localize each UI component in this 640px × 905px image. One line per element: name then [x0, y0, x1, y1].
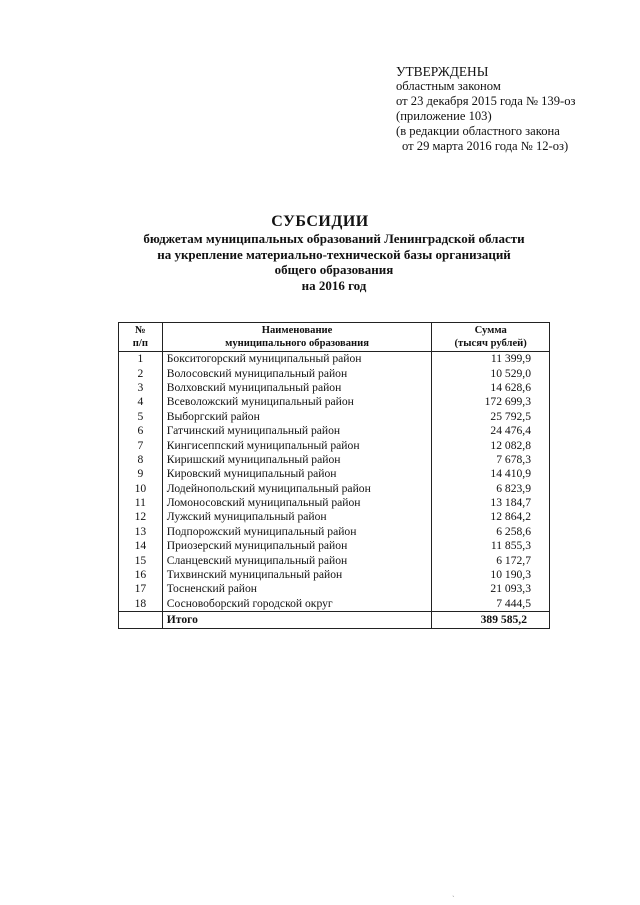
column-header-number	[119, 323, 163, 352]
municipality-name: Волосовский муниципальный район	[162, 366, 432, 380]
table-row	[119, 424, 550, 438]
table-row	[119, 467, 550, 481]
row-number: 9	[119, 467, 163, 481]
subsidy-amount: 11 855,3	[432, 539, 550, 553]
table-row	[119, 381, 550, 395]
table-row	[119, 410, 550, 424]
municipality-name: Гатчинский муниципальный район	[162, 424, 432, 438]
row-number: 5	[119, 410, 163, 424]
table-header-row	[119, 323, 550, 352]
subsidy-amount: 24 476,4	[432, 424, 550, 438]
header-text: муниципального образования	[225, 338, 369, 349]
municipality-name: Выборгский район	[162, 410, 432, 424]
municipality-name: Подпорожский муниципальный район	[162, 525, 432, 539]
table-row	[119, 438, 550, 452]
approval-line: от 29 марта 2016 года № 12-оз)	[402, 139, 569, 153]
header-text: №	[135, 325, 146, 336]
document-title	[0, 212, 640, 293]
approval-line: (приложение 103)	[396, 109, 492, 123]
subsidy-amount: 14 628,6	[432, 381, 550, 395]
row-number: 13	[119, 525, 163, 539]
header-text: Наименование	[261, 325, 333, 336]
approval-heading: УТВЕРЖДЕНЫ	[396, 64, 489, 79]
municipality-name: Ломоносовский муниципальный район	[162, 496, 432, 510]
municipality-name: Волховский муниципальный район	[162, 381, 432, 395]
row-number: 14	[119, 539, 163, 553]
municipality-name: Всеволожский муниципальный район	[162, 395, 432, 409]
row-number: 10	[119, 482, 163, 496]
row-number: 18	[119, 597, 163, 612]
approval-line: (в редакции областного закона	[396, 124, 560, 138]
column-header-name	[162, 323, 432, 352]
municipality-name: Бокситогорский муниципальный район	[162, 352, 432, 367]
subsidy-amount: 12 082,8	[432, 438, 550, 452]
municipality-name: Кировский муниципальный район	[162, 467, 432, 481]
subsidies-table	[118, 322, 550, 629]
municipality-name: Лужский муниципальный район	[162, 510, 432, 524]
total-amount: 389 585,2	[432, 612, 550, 629]
table-row	[119, 539, 550, 553]
row-number: 12	[119, 510, 163, 524]
row-number: 3	[119, 381, 163, 395]
approval-stamp	[396, 64, 575, 154]
total-label: Итого	[162, 612, 432, 629]
row-number: 6	[119, 424, 163, 438]
municipality-name: Лодейнопольский муниципальный район	[162, 482, 432, 496]
table-row	[119, 352, 550, 367]
row-number: 8	[119, 453, 163, 467]
header-text: Сумма	[474, 325, 507, 336]
title-year: на 2016 год	[301, 277, 367, 293]
row-number: 11	[119, 496, 163, 510]
title-subtitle: общего образования	[274, 262, 394, 277]
subsidy-amount: 11 399,9	[432, 352, 550, 367]
municipality-name: Тосненский район	[162, 582, 432, 596]
municipality-name: Киришский муниципальный район	[162, 453, 432, 467]
table-row	[119, 395, 550, 409]
title-subtitle: на укрепление материально-технической базы организаций	[157, 246, 511, 262]
row-number: 4	[119, 395, 163, 409]
row-number: 16	[119, 568, 163, 582]
scan-speck: ˎ	[452, 888, 455, 897]
subsidy-amount: 7 444,5	[432, 597, 550, 612]
subsidy-amount: 12 864,2	[432, 510, 550, 524]
table-row	[119, 510, 550, 524]
table-row	[119, 453, 550, 467]
table-row	[119, 582, 550, 596]
subsidy-amount: 6 172,7	[432, 553, 550, 567]
title-main: СУБСИДИИ	[271, 213, 369, 230]
approval-line: областным законом	[396, 79, 501, 93]
header-text: (тысяч рублей)	[454, 338, 527, 349]
total-row	[119, 612, 550, 629]
municipality-name: Сосновоборский городской округ	[162, 597, 432, 612]
row-number: 17	[119, 582, 163, 596]
row-number: 7	[119, 438, 163, 452]
table-row	[119, 366, 550, 380]
subsidy-amount: 7 678,3	[432, 453, 550, 467]
subsidy-amount: 6 258,6	[432, 525, 550, 539]
row-number: 1	[119, 352, 163, 367]
row-number: 15	[119, 553, 163, 567]
subsidy-amount: 10 529,0	[432, 366, 550, 380]
table-row	[119, 525, 550, 539]
header-text: п/п	[132, 338, 148, 349]
table-row	[119, 482, 550, 496]
table-row	[119, 553, 550, 567]
subsidy-amount: 10 190,3	[432, 568, 550, 582]
total-empty-cell	[119, 612, 163, 629]
table-row	[119, 568, 550, 582]
column-header-amount	[432, 323, 550, 352]
municipality-name: Тихвинский муниципальный район	[162, 568, 432, 582]
municipality-name: Приозерский муниципальный район	[162, 539, 432, 553]
subsidy-amount: 21 093,3	[432, 582, 550, 596]
approval-line: от 23 декабря 2015 года № 139-оз	[396, 94, 576, 108]
subsidy-amount: 25 792,5	[432, 410, 550, 424]
title-subtitle: бюджетам муниципальных образований Ленинградской области	[143, 231, 525, 246]
municipality-name: Сланцевский муниципальный район	[162, 553, 432, 567]
subsidy-amount: 14 410,9	[432, 467, 550, 481]
subsidy-amount: 172 699,3	[432, 395, 550, 409]
municipality-name: Кингисеппский муниципальный район	[162, 438, 432, 452]
table-row	[119, 496, 550, 510]
row-number: 2	[119, 366, 163, 380]
subsidy-amount: 13 184,7	[432, 496, 550, 510]
subsidy-amount: 6 823,9	[432, 482, 550, 496]
table-row	[119, 597, 550, 612]
